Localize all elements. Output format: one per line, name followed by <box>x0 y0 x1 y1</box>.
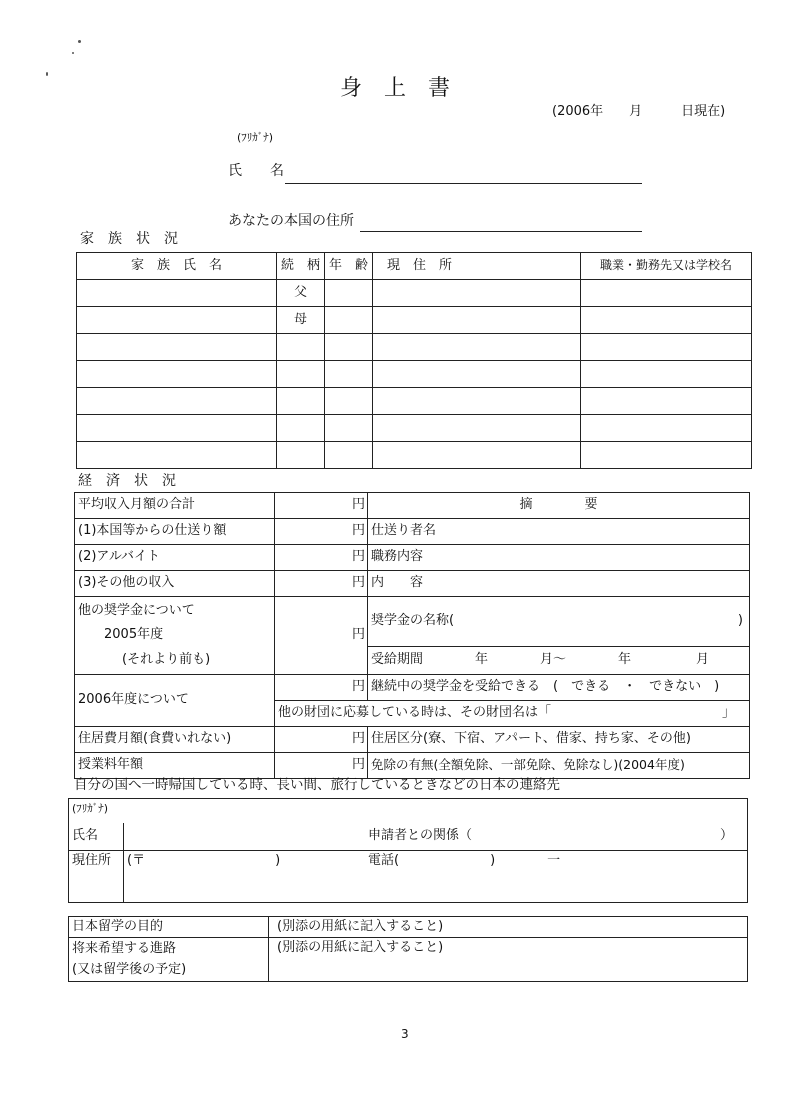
remitter-name-field[interactable]: 仕送り者名 <box>368 519 750 545</box>
future-plan-label <box>69 938 269 982</box>
other-scholarship-line-3: (それより前も) <box>122 651 211 667</box>
relation-cell[interactable] <box>277 334 325 361</box>
other-scholarship-label <box>75 597 275 675</box>
occupation-cell[interactable] <box>581 415 752 442</box>
phone-field: 電話( ) 一 <box>368 853 561 868</box>
relation-cell[interactable] <box>277 361 325 388</box>
address-cell[interactable] <box>373 280 581 307</box>
name-label: 氏 名 <box>228 163 284 179</box>
other-income-label: (3)その他の収入 <box>75 571 275 597</box>
col-address: 現 住 所 <box>373 253 581 280</box>
tuition-field[interactable]: 円 <box>275 753 368 779</box>
economy-table <box>74 492 750 779</box>
other-scholarship-field[interactable]: 円 <box>275 597 368 675</box>
address-cell[interactable] <box>373 307 581 334</box>
housing-type-field[interactable]: 住居区分(寮、下宿、アパート、借家、持ち家、その他) <box>368 727 750 753</box>
relation-label: 申請者との関係（ <box>368 827 473 843</box>
receiving-period-field[interactable]: 受給期間 年 月～ 年 月 <box>368 647 750 675</box>
remittance-label: (1)本国等からの仕送り額 <box>75 519 275 545</box>
family-name-cell[interactable] <box>77 307 277 334</box>
occupation-cell[interactable] <box>581 442 752 469</box>
economy-section-title: 経 済 状 況 <box>78 473 176 489</box>
age-cell[interactable] <box>325 334 373 361</box>
future-plan-line-2: (又は留学後の予定) <box>72 961 187 977</box>
home-address-label: あなたの本国の住所 <box>228 213 354 229</box>
name-underline[interactable] <box>285 183 642 184</box>
continuing-scholarship-field[interactable]: 継続中の奨学金を受給できる ( できる ・ できない ) <box>368 675 750 701</box>
relation-close: ） <box>719 827 733 843</box>
occupation-cell[interactable] <box>581 307 752 334</box>
col-family-name: 家 族 氏 名 <box>77 253 277 280</box>
occupation-cell[interactable] <box>581 388 752 415</box>
age-cell[interactable] <box>325 415 373 442</box>
family-name-cell[interactable] <box>77 442 277 469</box>
occupation-cell[interactable] <box>581 280 752 307</box>
relation-cell: 母 <box>277 307 325 334</box>
fy2006-label: 2006年度について <box>75 675 275 727</box>
total-income-label: 平均収入月額の合計 <box>75 493 275 519</box>
furigana-label: (ﾌﾘｶﾞﾅ) <box>237 131 274 144</box>
address-cell[interactable] <box>373 361 581 388</box>
contact-address-field[interactable] <box>124 851 748 903</box>
fy2006-field[interactable]: 円 <box>275 675 368 701</box>
as-of-date: (2006年 月 日現在) <box>552 104 726 119</box>
tuition-label: 授業料年額 <box>75 753 275 779</box>
family-table <box>76 252 752 469</box>
other-foundation-close: 」 <box>721 705 735 721</box>
age-cell[interactable] <box>325 442 373 469</box>
contact-address-label: 現住所 <box>69 851 124 903</box>
relation-cell[interactable] <box>277 388 325 415</box>
part-time-label: (2)アルバイト <box>75 545 275 571</box>
contact-name-field[interactable] <box>124 823 748 851</box>
contact-furigana-label: (ﾌﾘｶﾞﾅ) <box>72 802 109 815</box>
family-name-cell[interactable] <box>77 280 277 307</box>
col-age: 年 齢 <box>325 253 373 280</box>
family-name-cell[interactable] <box>77 388 277 415</box>
relation-cell[interactable] <box>277 442 325 469</box>
future-plan-line-1: 将来希望する進路 <box>72 941 177 957</box>
age-cell[interactable] <box>325 307 373 334</box>
col-occupation: 職業・勤務先又は学校名 <box>581 253 752 280</box>
total-income-field[interactable]: 円 <box>275 493 368 519</box>
relation-cell: 父 <box>277 280 325 307</box>
contact-section-title: 自分の国へ一時帰国している時、長い間、旅行しているときなどの日本の連絡先 <box>74 777 560 793</box>
purpose-label: 日本留学の目的 <box>69 917 269 938</box>
other-foundation-label: 他の財団に応募している時は、その財団名は「 <box>278 705 552 721</box>
age-cell[interactable] <box>325 280 373 307</box>
age-cell[interactable] <box>325 361 373 388</box>
purpose-table <box>68 916 748 982</box>
remittance-field[interactable]: 円 <box>275 519 368 545</box>
other-scholarship-line-1: 他の奨学金について <box>78 603 195 619</box>
housing-cost-field[interactable]: 円 <box>275 727 368 753</box>
other-content-field[interactable]: 内 容 <box>368 571 750 597</box>
occupation-cell[interactable] <box>581 334 752 361</box>
home-address-underline[interactable] <box>360 231 642 232</box>
scan-speck <box>78 40 81 43</box>
address-cell[interactable] <box>373 334 581 361</box>
job-content-field[interactable]: 職務内容 <box>368 545 750 571</box>
scholarship-name-label: 奨学金の名称( <box>371 613 455 629</box>
summary-header: 摘 要 <box>368 493 750 519</box>
scan-speck <box>46 72 48 76</box>
address-cell[interactable] <box>373 415 581 442</box>
family-name-cell[interactable] <box>77 334 277 361</box>
postal-code-field: (〒 ) <box>127 853 281 868</box>
tuition-exemption-field[interactable]: 免除の有無(全額免除、一部免除、免除なし)(2004年度) <box>368 753 750 779</box>
housing-cost-label: 住居費月額(食費いれない) <box>75 727 275 753</box>
contact-table <box>68 798 748 903</box>
family-section-title: 家 族 状 況 <box>80 231 178 247</box>
scholarship-name-field[interactable] <box>368 597 750 647</box>
relation-cell[interactable] <box>277 415 325 442</box>
family-name-cell[interactable] <box>77 415 277 442</box>
part-time-field[interactable]: 円 <box>275 545 368 571</box>
other-foundation-field[interactable] <box>275 701 750 727</box>
scholarship-name-close: ) <box>737 613 743 629</box>
col-relation: 続 柄 <box>277 253 325 280</box>
other-income-field[interactable]: 円 <box>275 571 368 597</box>
age-cell[interactable] <box>325 388 373 415</box>
occupation-cell[interactable] <box>581 361 752 388</box>
address-cell[interactable] <box>373 388 581 415</box>
family-name-cell[interactable] <box>77 361 277 388</box>
address-cell[interactable] <box>373 442 581 469</box>
contact-name-label: 氏名 <box>69 823 124 851</box>
contact-furigana-field[interactable] <box>69 799 748 823</box>
page-number: 3 <box>401 1027 409 1041</box>
document-title: 身 上 書 <box>340 76 451 101</box>
future-plan-field[interactable]: (別添の用紙に記入すること) <box>269 938 748 982</box>
purpose-field[interactable]: (別添の用紙に記入すること) <box>269 917 748 938</box>
scan-speck <box>72 52 74 54</box>
other-scholarship-line-2: 2005年度 <box>104 627 164 643</box>
